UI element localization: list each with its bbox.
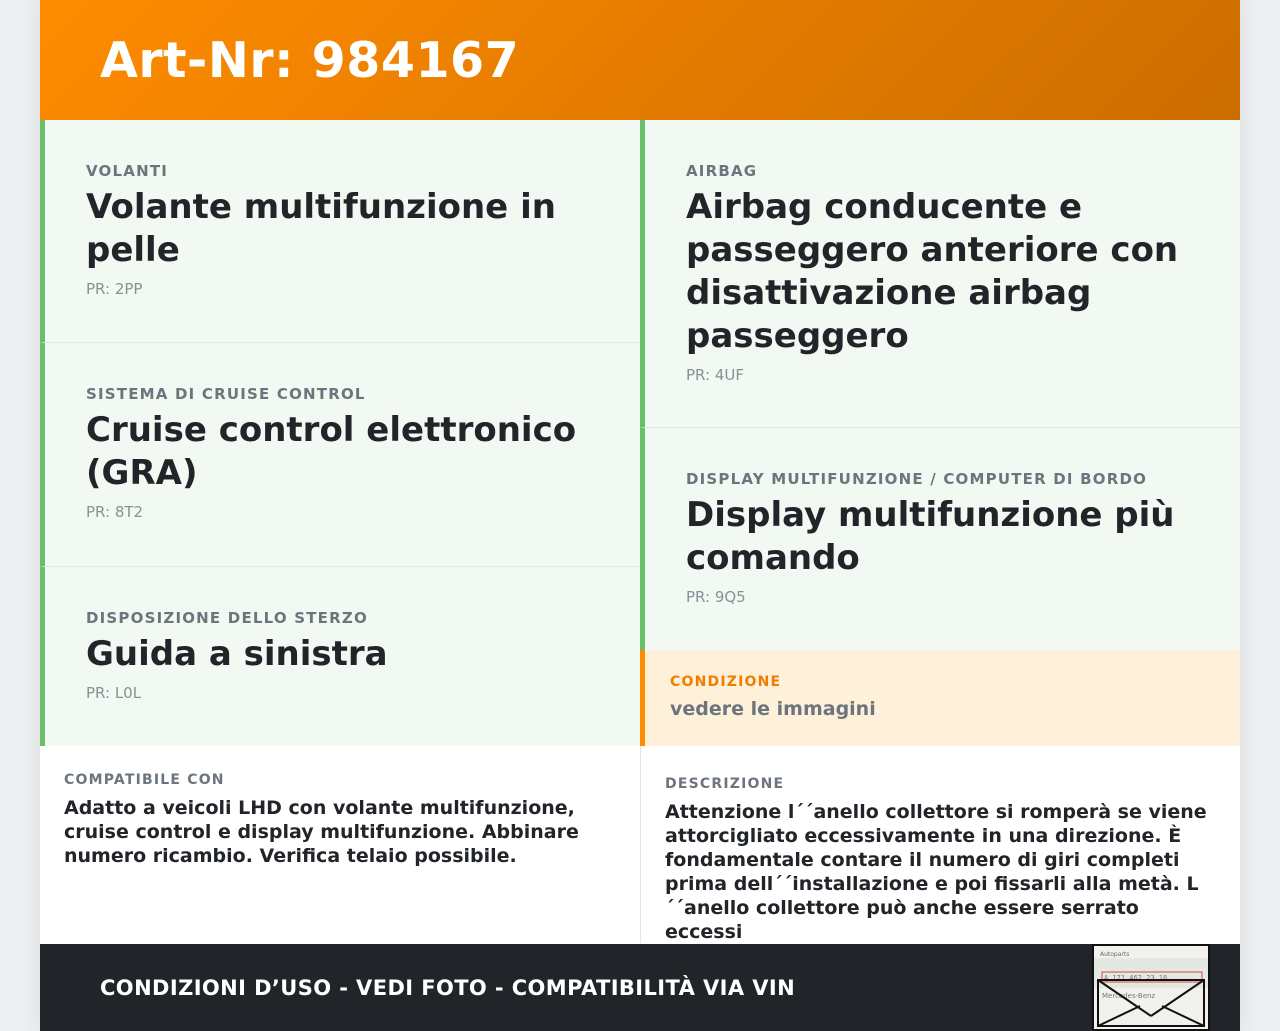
compatible-text: Adatto a veicoli LHD con volante multifunzione, cruise control e display multifunzione. Abbinare numero ricambio. Verifica telaio possibile. bbox=[64, 797, 579, 867]
feature-category: DISPOSIZIONE DELLO STERZO bbox=[86, 609, 368, 627]
feature-card-airbag bbox=[640, 120, 1240, 428]
footer-bar bbox=[40, 944, 1240, 1031]
part-label-thumbnail[interactable] bbox=[1092, 944, 1210, 1031]
feature-pr-code: PR: 4UF bbox=[686, 366, 744, 384]
article-number-title: Art-Nr: 984167 bbox=[100, 31, 520, 89]
feature-card-steering-wheel bbox=[40, 120, 640, 343]
feature-category: DISPLAY MULTIFUNZIONE / COMPUTER DI BORDO bbox=[686, 469, 1148, 488]
feature-pr-code: PR: 2PP bbox=[86, 280, 143, 298]
info-section bbox=[40, 746, 1240, 943]
feature-title: Volante multifunzione in pelle bbox=[86, 187, 556, 270]
part-sheet bbox=[40, 0, 1240, 1031]
condition-value: vedere le immagini bbox=[670, 697, 876, 720]
compatible-label: COMPATIBILE CON bbox=[64, 772, 225, 788]
feature-title: Guida a sinistra bbox=[86, 634, 388, 674]
feature-grid bbox=[40, 120, 1240, 746]
feature-column-right bbox=[640, 120, 1240, 746]
feature-category: AIRBAG bbox=[686, 162, 758, 180]
feature-title: Display multifunzione più comando bbox=[686, 494, 1175, 578]
label-photo-image bbox=[1094, 946, 1208, 1029]
description-label: DESCRIZIONE bbox=[665, 776, 785, 792]
description-text: Attenzione l´´anello collettore si romperà se viene attorcigliato eccessivamente in una direzione. È fondamentale contare il numero di giri completi prima dell´´installazione e poi fissarli alla metà. L´´anello collettore può anche essere serrato eccessi bbox=[665, 801, 1207, 943]
header-banner bbox=[40, 0, 1240, 120]
feature-category: VOLANTI bbox=[86, 162, 169, 180]
feature-pr-code: PR: L0L bbox=[86, 684, 142, 702]
description-box bbox=[640, 746, 1240, 943]
feature-pr-code: PR: 9Q5 bbox=[686, 587, 746, 606]
feature-title: Cruise control elettronico (GRA) bbox=[86, 410, 577, 493]
feature-card-multifunction-display bbox=[640, 428, 1240, 650]
label-make-text: Mercedes-Benz bbox=[1102, 992, 1156, 1000]
footer-text: CONDIZIONI D’USO - VEDI FOTO - COMPATIBILITÀ VIA VIN bbox=[100, 975, 796, 1000]
label-part-number: A 171 462 23 18 bbox=[1104, 974, 1168, 982]
condition-label: CONDIZIONE bbox=[670, 673, 782, 690]
feature-column-left bbox=[40, 120, 640, 746]
feature-category: SISTEMA DI CRUISE CONTROL bbox=[86, 385, 366, 403]
compatible-box bbox=[40, 746, 640, 943]
label-brand-text: Autoparts bbox=[1100, 951, 1130, 958]
condition-box bbox=[640, 650, 1240, 746]
feature-pr-code: PR: 8T2 bbox=[86, 503, 144, 521]
feature-card-cruise-control bbox=[40, 343, 640, 567]
feature-title: Airbag conducente e passeggero anteriore con disattivazione airbag passeggero bbox=[686, 187, 1179, 356]
feature-card-steering-position bbox=[40, 567, 640, 746]
